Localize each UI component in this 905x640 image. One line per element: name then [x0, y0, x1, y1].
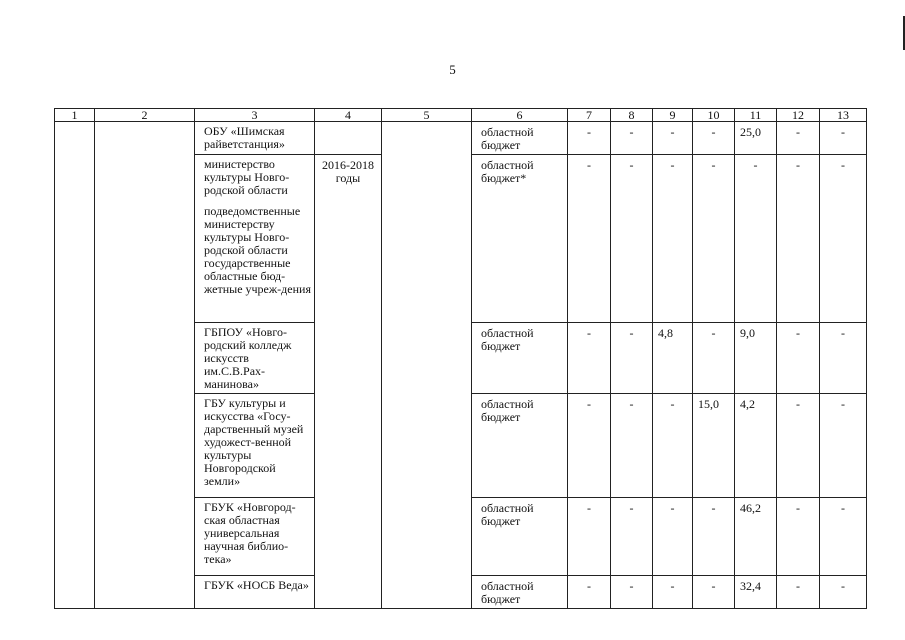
- value-cell: -: [820, 576, 867, 609]
- organization-cell: [195, 155, 315, 323]
- value-cell: -: [568, 323, 611, 394]
- value-cell: -: [568, 122, 611, 155]
- value-cell: -: [693, 323, 735, 394]
- header-cell: 5: [382, 109, 472, 122]
- value-cell: -: [820, 498, 867, 576]
- value-cell: 4,8: [653, 323, 693, 394]
- value-cell: -: [777, 122, 820, 155]
- value-cell: -: [693, 122, 735, 155]
- funding-source-cell: областной бюджет: [472, 323, 568, 394]
- funding-source-cell: областной бюджет: [472, 122, 568, 155]
- col2-cell: [95, 122, 195, 609]
- value-cell: -: [653, 576, 693, 609]
- header-cell: 11: [735, 109, 777, 122]
- header-cell: 7: [568, 109, 611, 122]
- value-cell: 4,2: [735, 394, 777, 498]
- value-cell: -: [777, 498, 820, 576]
- value-cell: -: [820, 323, 867, 394]
- col5-cell: [382, 122, 472, 609]
- funding-source-cell: областной бюджет: [472, 394, 568, 498]
- funding-source-cell: областной бюджет: [472, 576, 568, 609]
- header-cell: 6: [472, 109, 568, 122]
- value-cell: -: [611, 576, 653, 609]
- ministry-name: министерство культуры Новго-родской области: [204, 157, 290, 197]
- col1-cell: [55, 122, 95, 609]
- organization-cell: ОБУ «Шимская райветстанция»: [195, 122, 315, 155]
- header-cell: 3: [195, 109, 315, 122]
- value-cell: -: [693, 498, 735, 576]
- value-cell: -: [611, 394, 653, 498]
- funding-source-cell: областной бюджет: [472, 498, 568, 576]
- value-cell: -: [777, 394, 820, 498]
- value-cell: -: [653, 122, 693, 155]
- col4-cell: [315, 122, 382, 155]
- value-cell: -: [693, 155, 735, 323]
- funding-source-cell: областной бюджет*: [472, 155, 568, 323]
- value-cell: -: [568, 498, 611, 576]
- value-cell: -: [820, 155, 867, 323]
- value-cell: -: [611, 155, 653, 323]
- table-row: [55, 122, 867, 155]
- header-row: [55, 109, 867, 122]
- value-cell: -: [653, 394, 693, 498]
- header-cell: 8: [611, 109, 653, 122]
- value-cell: -: [693, 576, 735, 609]
- header-cell: 9: [653, 109, 693, 122]
- page-number: 5: [449, 62, 456, 77]
- value-cell: -: [777, 576, 820, 609]
- subordinate-institutions: подведомственные министерству культуры Новго-родской области государственные областные бюд-жетные учреж-дения: [204, 204, 311, 296]
- header-cell: 1: [55, 109, 95, 122]
- value-cell: -: [611, 323, 653, 394]
- value-cell: 25,0: [735, 122, 777, 155]
- value-cell: -: [735, 155, 777, 323]
- header-cell: 12: [777, 109, 820, 122]
- value-cell: -: [568, 394, 611, 498]
- value-cell: 15,0: [693, 394, 735, 498]
- value-cell: -: [777, 155, 820, 323]
- organization-cell: ГБУ культуры и искусства «Госу-дарственный музей художест-венной культуры Новгородской земли»: [195, 394, 315, 498]
- value-cell: 9,0: [735, 323, 777, 394]
- budget-table: [54, 108, 867, 609]
- value-cell: 46,2: [735, 498, 777, 576]
- value-cell: -: [777, 323, 820, 394]
- header-cell: 10: [693, 109, 735, 122]
- header-cell: 2: [95, 109, 195, 122]
- value-cell: -: [568, 576, 611, 609]
- value-cell: -: [820, 394, 867, 498]
- period-cell: 2016-2018 годы: [315, 155, 382, 609]
- header-cell: 13: [820, 109, 867, 122]
- header-cell: 4: [315, 109, 382, 122]
- value-cell: -: [611, 122, 653, 155]
- organization-cell: ГБПОУ «Новго-родский колледж искусств им.С.В.Рах-манинова»: [195, 323, 315, 394]
- organization-cell: ГБУК «Новгород-ская областная универсальная научная библио-тека»: [195, 498, 315, 576]
- value-cell: -: [568, 155, 611, 323]
- value-cell: -: [820, 122, 867, 155]
- value-cell: -: [653, 155, 693, 323]
- value-cell: 32,4: [735, 576, 777, 609]
- organization-cell: ГБУК «НОСБ Веда»: [195, 576, 315, 609]
- value-cell: -: [653, 498, 693, 576]
- value-cell: -: [611, 498, 653, 576]
